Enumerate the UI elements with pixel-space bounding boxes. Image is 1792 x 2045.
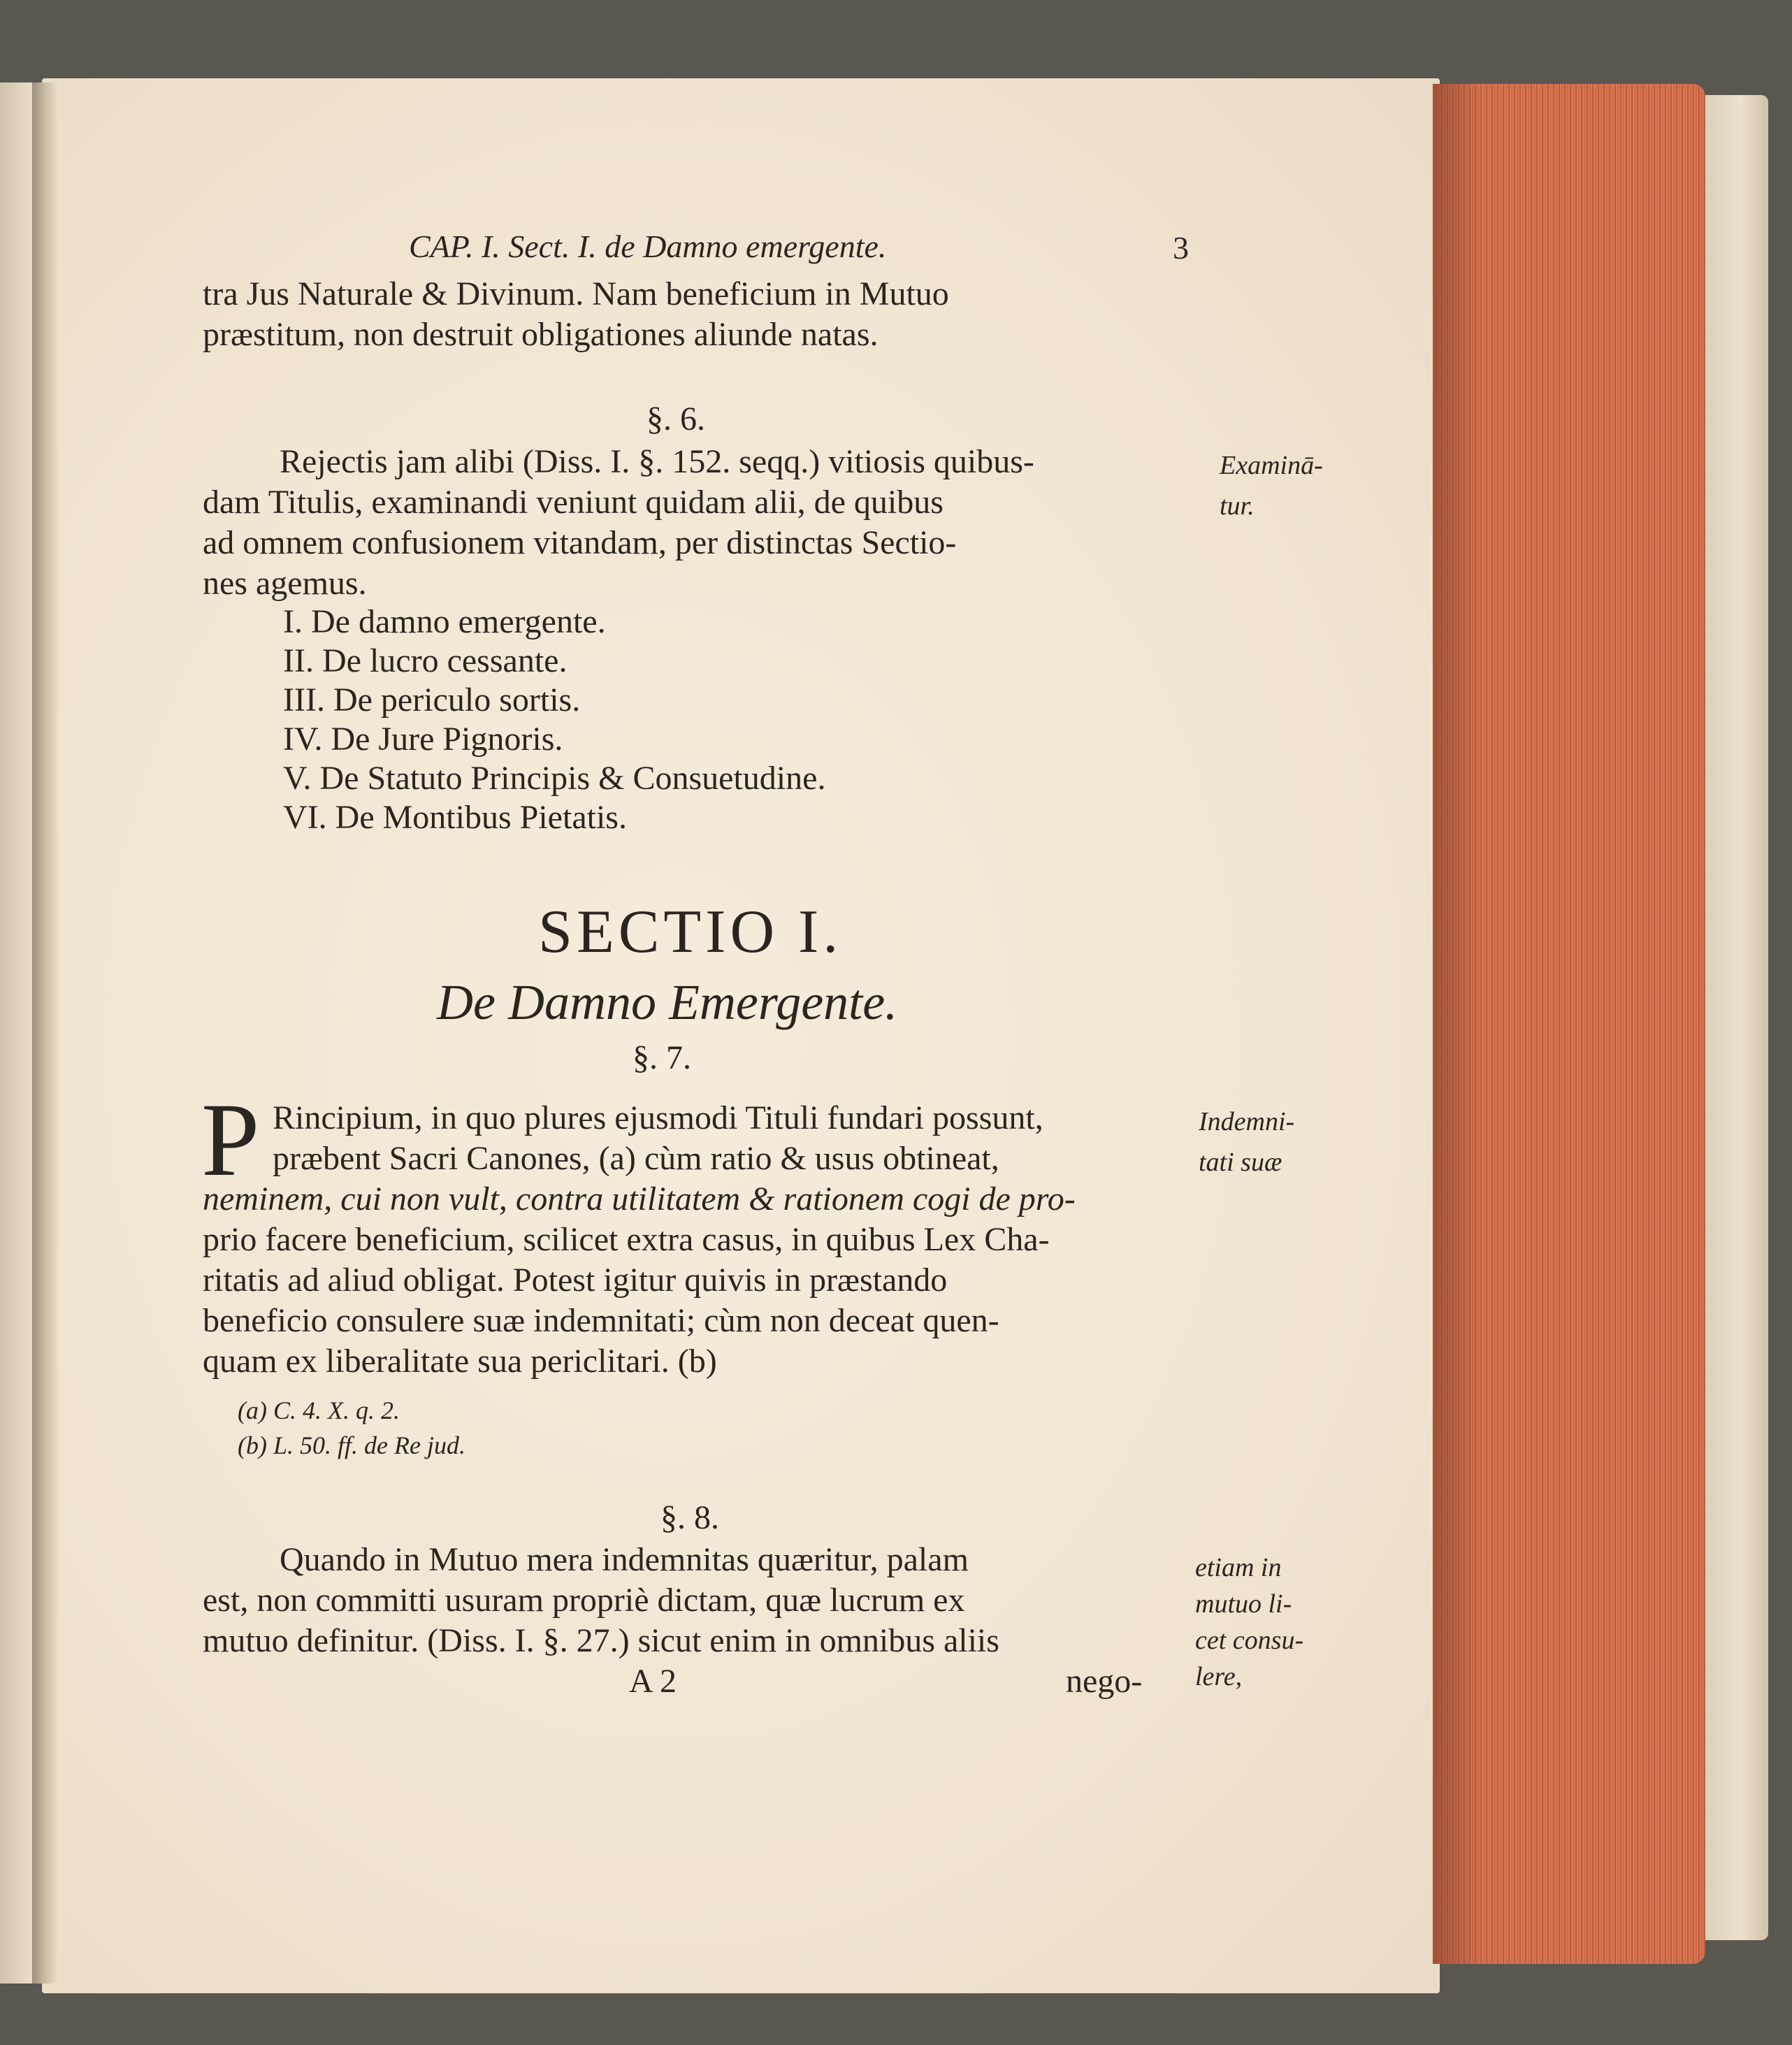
body-line: Quando in Mutuo mera indemnitas quæritur, palam [280, 1541, 969, 1578]
body-line: ritatis ad aliud obligat. Potest igitur quivis in præstando [203, 1262, 948, 1299]
catchword: nego- [1066, 1663, 1143, 1700]
list-item: III. De periculo sortis. [283, 681, 581, 718]
section-title: SECTIO I. [538, 898, 843, 966]
body-line: præstitum, non destruit obligationes aliunde natas. [203, 316, 879, 353]
body-line: præbent Sacri Canones, (a) cùm ratio & usus obtineat, [273, 1140, 999, 1177]
body-line: mutuo definitur. (Diss. I. §. 27.) sicut enim in omnibus aliis [203, 1622, 999, 1659]
paragraph-number: §. 7. [633, 1039, 691, 1076]
signature-mark: A 2 [629, 1663, 677, 1700]
marginal-note: mutuo li- [1195, 1589, 1292, 1619]
body-line: ad omnem confusionem vitandam, per distinctas Sectio- [203, 524, 957, 561]
body-line: dam Titulis, examinandi veniunt quidam alii, de quibus [203, 484, 944, 521]
running-head: CAP. I. Sect. I. de Damno emergente. [409, 229, 887, 264]
body-line: est, non committi usuram propriè dictam, quæ lucrum ex [203, 1582, 965, 1619]
list-item: V. De Statuto Principis & Consuetudine. [283, 760, 826, 797]
marginal-note: cet consu- [1195, 1626, 1304, 1655]
body-line: neminem, cui non vult, contra utilitatem & rationem cogi de pro- [203, 1180, 1076, 1217]
list-item: IV. De Jure Pignoris. [283, 721, 563, 758]
body-line: nes agemus. [203, 565, 367, 602]
body-line: prio facere beneficium, scilicet extra casus, in quibus Lex Cha- [203, 1221, 1050, 1258]
marginal-note: Indemni- [1199, 1107, 1295, 1136]
drop-capital: P [201, 1082, 260, 1198]
list-item: VI. De Montibus Pietatis. [283, 799, 627, 836]
body-line: tra Jus Naturale & Divinum. Nam beneficium in Mutuo [203, 275, 949, 312]
section-subtitle: De Damno Emergente. [437, 974, 898, 1030]
body-line: quam ex liberalitate sua periclitari. (b) [203, 1343, 717, 1380]
marginal-note: tati suæ [1199, 1148, 1282, 1177]
marginal-note: Examinā- [1220, 451, 1323, 480]
list-item: II. De lucro cessante. [283, 642, 568, 679]
marginal-note: tur. [1220, 491, 1255, 521]
footnote: (b) L. 50. ff. de Re jud. [238, 1431, 465, 1459]
body-line: Rincipium, in quo plures ejusmodi Tituli fundari possunt, [273, 1099, 1043, 1136]
body-line: Rejectis jam alibi (Diss. I. §. 152. seqq.) vitiosis quibus- [280, 443, 1034, 480]
marginal-note: lere, [1195, 1662, 1243, 1691]
page-number: 3 [1173, 230, 1189, 266]
paragraph-number: §. 8. [660, 1499, 719, 1536]
footnote: (a) C. 4. X. q. 2. [238, 1396, 400, 1424]
body-line: beneficio consulere suæ indemnitati; cùm non deceat quen- [203, 1302, 999, 1339]
list-item: I. De damno emergente. [283, 603, 606, 640]
paragraph-number: §. 6. [646, 400, 705, 438]
marginal-note: etiam in [1195, 1553, 1282, 1582]
